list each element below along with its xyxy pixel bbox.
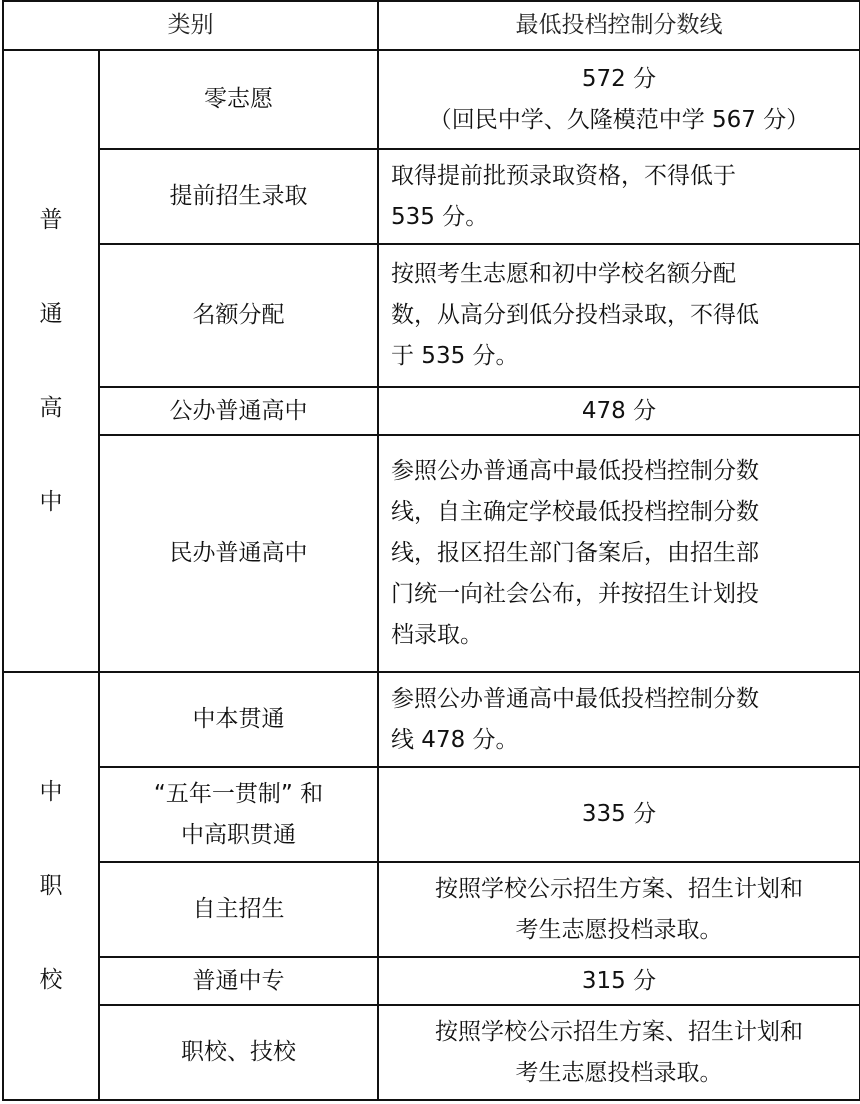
group-char: 通 <box>39 301 63 327</box>
score-cell: 按照学校公示招生方案、招生计划和 考生志愿投档录取。 <box>378 1005 860 1100</box>
score-cell: 参照公办普通高中最低投档控制分数 线，自主确定学校最低投档控制分数 线，报区招生部门备案后，由招生部 门统一向社会公布，并按招生计划投 档录取。 <box>378 435 860 672</box>
group-label-vocational-school <box>3 672 99 1100</box>
category-cell: 中本贯通 <box>99 672 378 767</box>
header-category: 类别 <box>3 1 378 50</box>
category-cell: 职校、技校 <box>99 1005 378 1100</box>
table-header-row <box>3 1 860 50</box>
group-char: 职 <box>39 873 63 899</box>
table-row <box>3 862 860 957</box>
category-cell: 提前招生录取 <box>99 149 378 244</box>
category-cell: 公办普通高中 <box>99 387 378 435</box>
category-cell: 零志愿 <box>99 50 378 149</box>
table-row <box>3 672 860 767</box>
category-cell: 普通中专 <box>99 957 378 1005</box>
score-cell: 335 分 <box>378 767 860 862</box>
table-row <box>3 767 860 862</box>
admission-score-table <box>2 0 860 1101</box>
category-cell: “五年一贯制” 和 中高职贯通 <box>99 767 378 862</box>
group-char: 普 <box>39 207 63 233</box>
score-cell: 按照学校公示招生方案、招生计划和 考生志愿投档录取。 <box>378 862 860 957</box>
category-cell: 名额分配 <box>99 244 378 387</box>
score-cell: 572 分 （回民中学、久隆模范中学 567 分） <box>378 50 860 149</box>
group-char: 中 <box>39 489 63 515</box>
category-cell: 自主招生 <box>99 862 378 957</box>
group-char: 校 <box>39 967 63 993</box>
table-row <box>3 387 860 435</box>
score-cell: 315 分 <box>378 957 860 1005</box>
group-label-general-high-school <box>3 50 99 672</box>
table-row <box>3 244 860 387</box>
score-cell: 参照公办普通高中最低投档控制分数 线 478 分。 <box>378 672 860 767</box>
score-cell: 取得提前批预录取资格，不得低于 535 分。 <box>378 149 860 244</box>
header-score: 最低投档控制分数线 <box>378 1 860 50</box>
group-char: 高 <box>39 395 63 421</box>
score-cell: 478 分 <box>378 387 860 435</box>
group-char: 中 <box>39 779 63 805</box>
score-cell: 按照考生志愿和初中学校名额分配 数，从高分到低分投档录取，不得低 于 535 分。 <box>378 244 860 387</box>
table-row <box>3 149 860 244</box>
table-row <box>3 1005 860 1100</box>
table-row <box>3 957 860 1005</box>
table-row <box>3 50 860 149</box>
table-row <box>3 435 860 672</box>
category-cell: 民办普通高中 <box>99 435 378 672</box>
